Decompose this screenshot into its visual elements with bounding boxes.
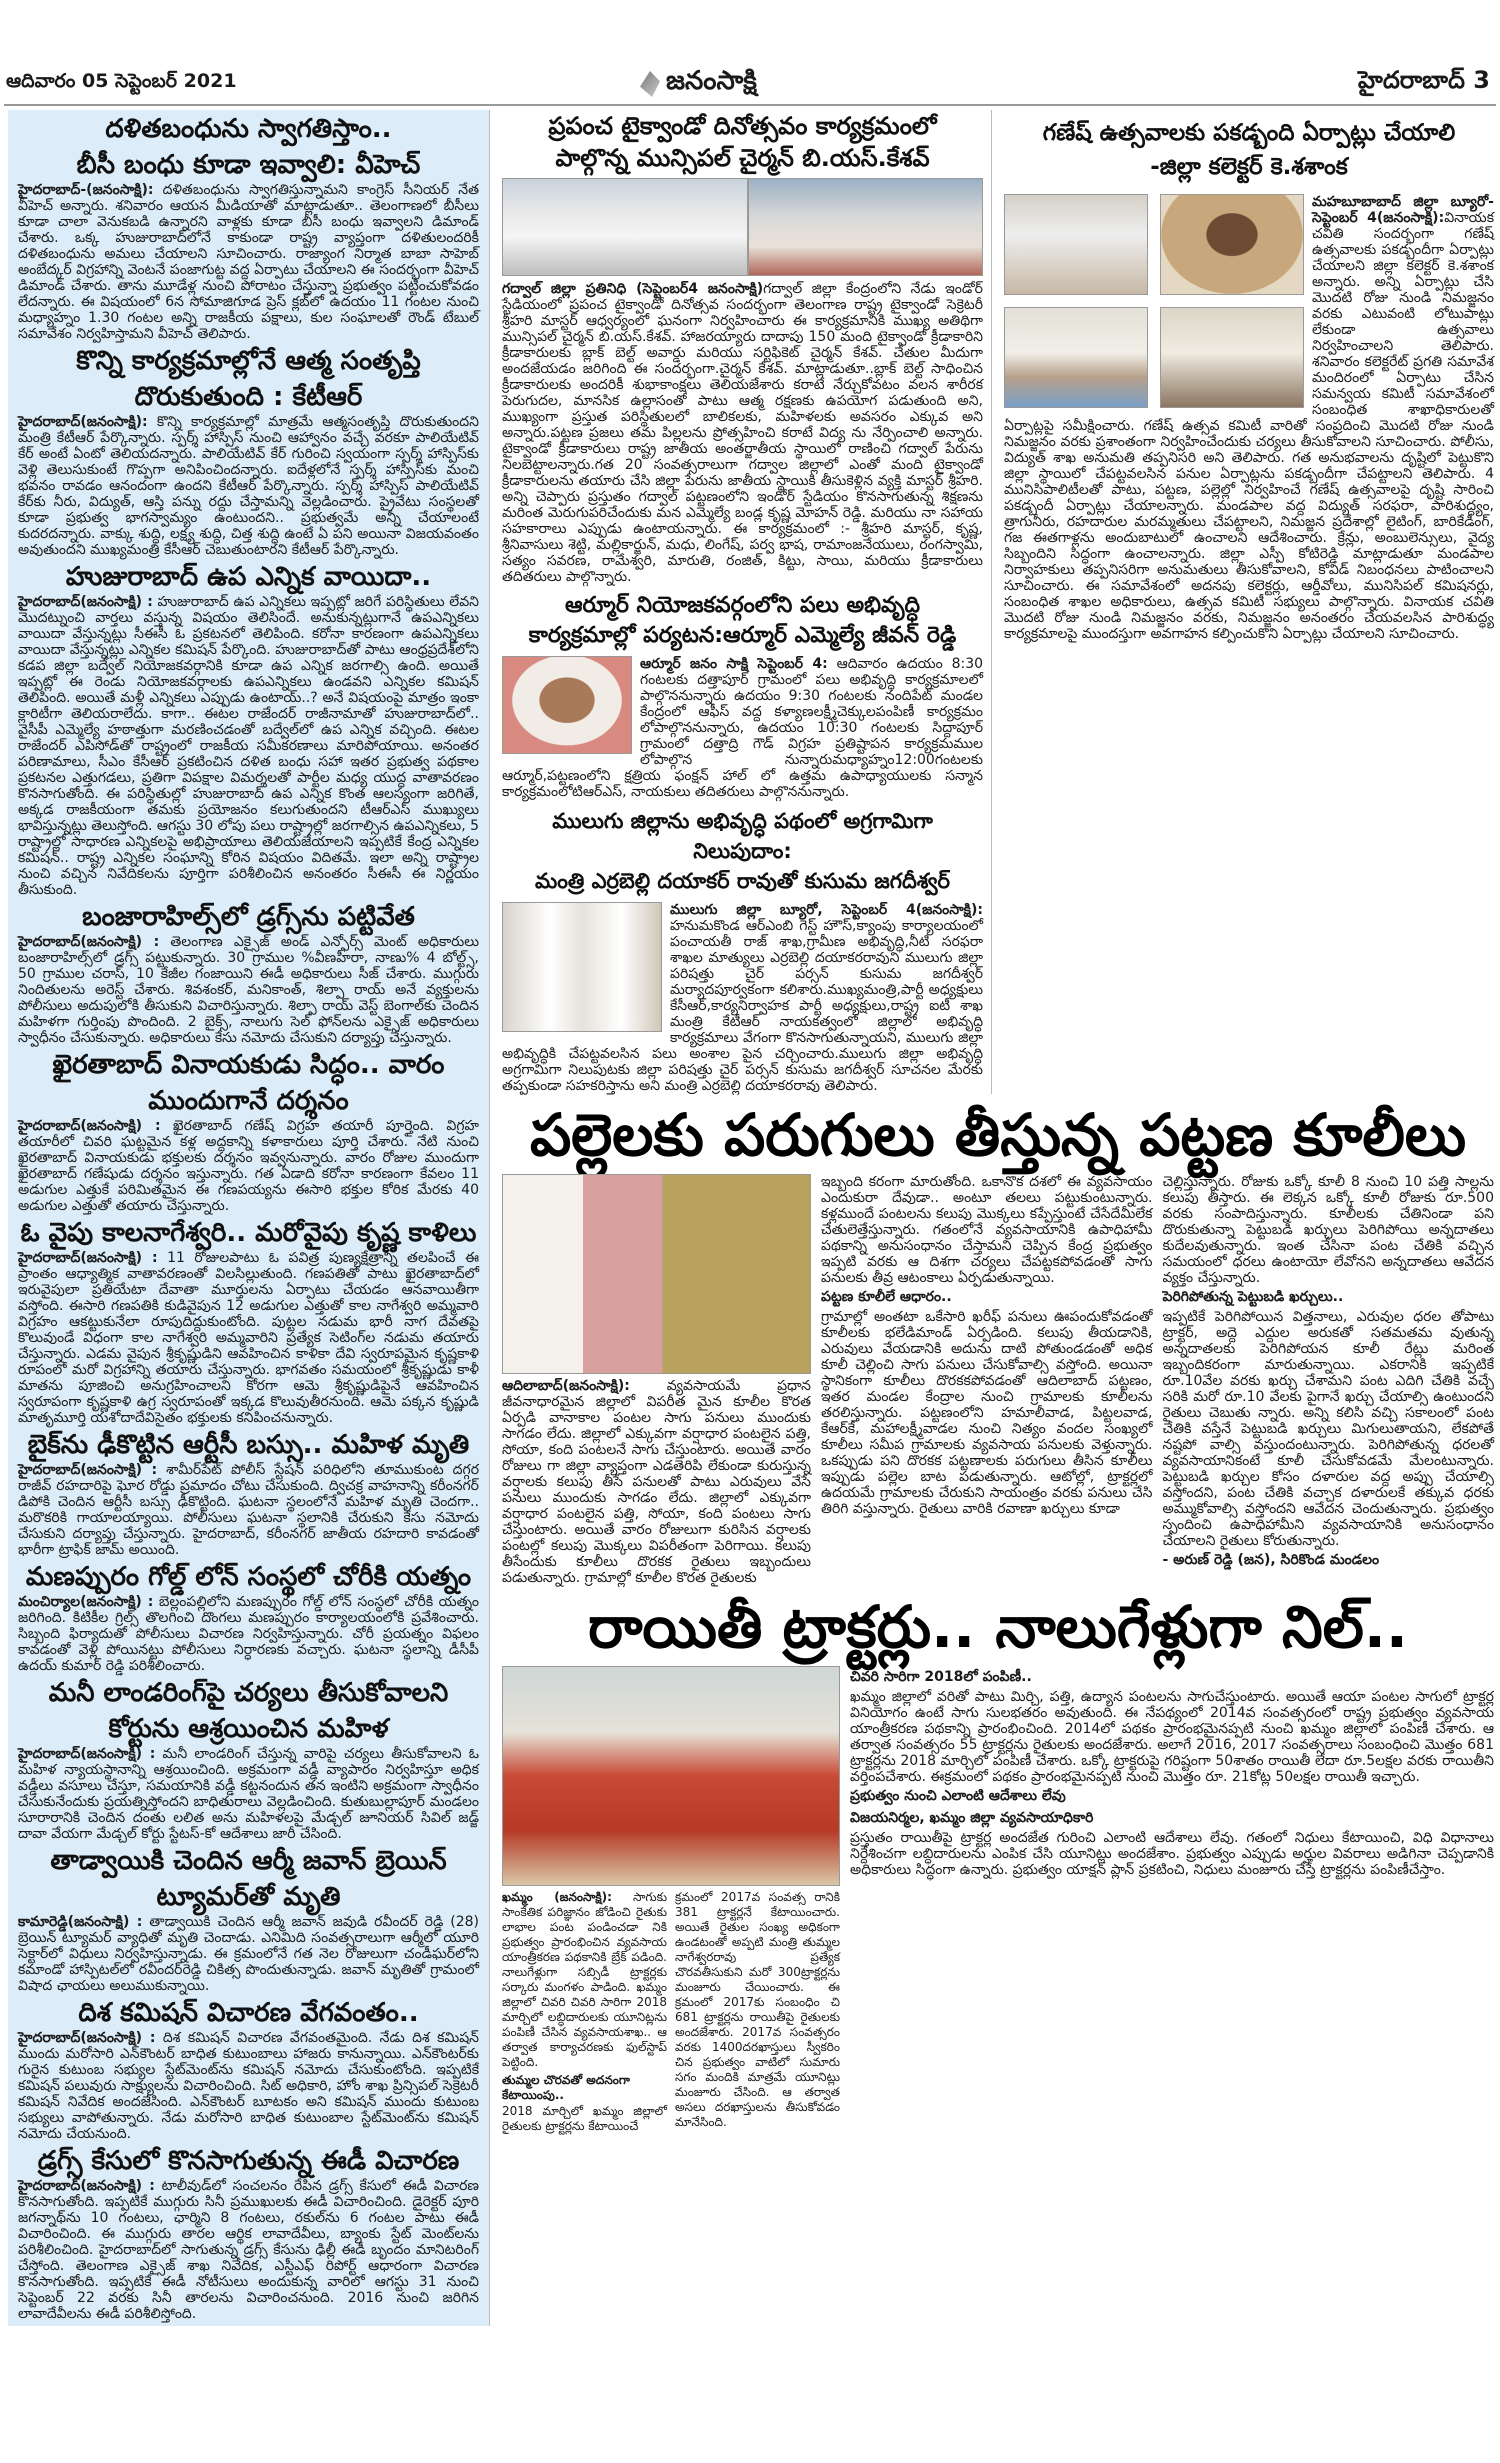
article-body (18, 2030, 479, 2142)
headline-line: దళితబంధును స్వాగతిస్తాం.. (105, 114, 392, 144)
article-body (18, 182, 479, 342)
body-text: తెలంగాణ ఎక్సైజ్ అండ్ ఎన్ఫోర్స్ మెంట్ అధికారులు బంజారాహిల్స్‌లో డ్రగ్స్ పట్టుకున్నారు. 30 గ్రాముల %వీణహీరా, నాణు% 4 బోల్ట్స్, 50 గ్రాముల చరాస్, 10 కేజీల గంజాయిని ఈడీ అధికారులు సీజ్ చేశారు. ముగ్గురు నిందితులను అరెస్ట్ చేశారు. శివశంకర్, మనికాంత్, శిల్పా రాయ్ అనే వ్యక్తులను పోలీసులు అదుపులోకి తీసుకుని విచారిస్తున్నారు. శిల్పా రాయ్ వెస్ట్ బెంగాల్‌కు చెందిన మహిళగా గుర్తింపు పొందింది. 2 బైక్స్, నాలుగు సెల్ ఫోన్‌లను ఎక్సైజ్ అధికారులు స్వాధీనం చేసుకున్నారు. అధికారులు కేసు నమోదు చేసుకుని దర్యాప్తు చేస్తున్నారు. (18, 934, 480, 1046)
body-text: మనీ లాండరింగ్ చేస్తున్న వారిపై చర్యలు తీసుకోవాలని ఓ మహిళ న్యాయస్థానాన్ని ఆశ్రయించింది. అక్రమంగా వడ్డీ వ్యాపారం నిర్వహిస్తూ అధిక వడ్డీలు వసూలు చేస్తూ, సమయానికి వడ్డీ కట్టనందున తన ఇంటిని అక్రమంగా స్వాధీనం చేసుకునేందుకు ప్రయత్నిస్తోందని బాధితురాలు వెల్లడించింది. కుతుబుల్లాపూర్ మండలం సూరారానికి చెందిన దంతు లలిత అను మహిళలపై మేడ్చల్ జూనియర్ సివిల్ జడ్జ్ దావా వేయగా మేడ్చల్ కోర్టు స్టేటస్-కో ఆదేశాలు జారీ చేసింది. (18, 1746, 479, 1842)
labour-feature-headline: పల్లెలకు పరుగులు తీస్తున్న పట్టణ కూలీలు (529, 1101, 1467, 1169)
headline-line: మనీ లాండరింగ్‌పై చర్యలు తీసుకోవాలని (48, 1678, 449, 1708)
page-number: 3 (1473, 66, 1490, 94)
news-article (18, 900, 479, 1046)
tractor-feature (502, 1666, 1494, 2134)
police-officer-photo (1160, 194, 1304, 295)
news-article (18, 1676, 479, 1842)
body-text: క్రమంలో 2017వ సంవత్స రానికి 381 ట్రాక్టర్లనే కేటాయించారు. అయితే రైతుల సంఖ్య అధికంగా ఉండటంతో అప్పటి మంత్రి తుమ్మల నాగేశ్వరరావు ప్రత్యేక చొరవతీసుకుని మరో 300ట్రాక్టర్లను మంజూరు చేయించారు. ఈ క్రమంలో 2017కు సంబంధిం చి 681 ట్రాక్టర్లను రాయితీపై రైతులకు అందజేశారు. 2017వ సంవత్సరం వరకు 1400దరఖాస్తులు స్వీకరిం చిన ప్రభుత్వం వాటిలో సుమారు సగం మందికి మాత్రమే యూనిట్లు మంజూరు చేసింది. ఆ తర్వాత అసలు దరఖాస్తులను తీసుకోవడం మానేసింది. (675, 1890, 840, 2129)
headline-line: బైక్‌ను ఢీకొట్టిన ఆర్టీసీ బస్సు.. మహిళ మృతి (27, 1430, 470, 1460)
article-body (18, 1250, 479, 1426)
headline-line: కార్యక్రమాల్లో పర్యటన:ఆర్మూర్ ఎమ్మెల్యే జీవన్ రెడ్డి (528, 623, 957, 648)
body-text: బెల్లంపల్లిలోని మణప్పురం గోల్డ్ లోన్ సంస్థలో చోరీకి యత్నం జరిగింది. కిటికీల గ్రిల్స్ తొలగించి దొంగలు మణప్పురం కార్యాలయంలోకి ప్రవేశించారు. సిబ్బంది ఫిర్యాదుతో పోలీసులు విచారణ నిర్వహిస్తున్నారు. చోరీ ప్రయత్నం విఫలం కావడంతో వెళ్లి పోయినట్టు పోలీసులు నిర్ధారణకు వచ్చారు. ఘటనా స్థలాన్ని డీసీపీ ఉదయ్ కుమార్ రెడ్డి పరిశీలించారు. (18, 1594, 479, 1674)
article-body (18, 2178, 479, 2322)
tractor-left (502, 1666, 840, 2134)
headline-line: కొన్ని కార్యక్రమాల్లోనే ఆత్మ సంతృప్తి (76, 346, 421, 376)
masthead (0, 0, 1500, 108)
dateline: హైదరాబాద్(జనంసాక్షి) : (18, 2178, 155, 2194)
news-article (18, 1216, 479, 1426)
dateline: గద్వాల్ జిల్లా ప్రతినిధి (సెప్టెంబర్4 జనంసాక్షి) (502, 281, 764, 297)
dateline: హైదరాబాద్(జనంసాక్షి) : (18, 1250, 158, 1266)
body-text: గద్వాల్ జిల్లా కేంద్రంలోని నేడు ఇండోర్ స్టేడియంలో ప్రపంచ టైక్వాండో దినోత్సవ సందర్భంగా తెలంగాణ రాష్ట్ర టైక్వాండో సెక్రెటరీ శ్రీహరి మాస్టర్ ఆధ్వర్యంలో ఘనంగా నిర్వహించారు ఈ కార్యక్రమానికి ముఖ్య అతిథిగా మున్సిపల్ చైర్మన్ బి.యస్.కేశవ్. హాజరయ్యారు దాదాపు 150 మంది టైక్వాండో క్రీడాకారిని క్రీడాకారులకు బ్లాక్ బెల్ట్ అవార్డు మరియు సర్టిఫికెట్ చైర్మన్ కేశవ్. చేతుల మీదుగా అందజేయడం జరిగింది ఈ సందర్భంగా.చైర్మన్ కేశవ్. మాట్లాడుతూ..బ్లాక్ బెల్ట్ సాధించిన క్రీడాకారులకు అందరికీ శుభాకాంక్షలు తెలియజేశారు కరాటే నేర్చుకోవటం వలన శారీరక పెరుగుదల, మానసిక ఉల్లాసంతో పాటు ఆత్మ రక్షణకు ఉపయోగ పడుతుంది అని, ముఖ్యంగా ప్రస్తుత పరిస్థితులలో బాలికలకు, మహిళలకు అవసరం ఎక్కువ అని అన్నారు.పట్టణ ప్రజలు తమ పిల్లలను ప్రోత్సహించి కరాటే విద్య ను నేర్పించాలి అన్నారు. టైక్వాండో క్రీడాకారులు రాష్ట్ర జాతీయ అంతర్జాతీయ స్థాయిలో రాణించి గద్వాల్ పేరును నిలబెట్టాలన్నారు.గత 20 సంవత్సరాలుగా గద్వాల జిల్లాలో ఎంతో మంది టైక్వాండో క్రీడాకారులను తయారు చేసి జిల్లా పేరును జాతీయ స్థాయికి తీసుకెళ్లిన వ్యక్తి మాస్టర్ శ్రీహరి. అన్ని చెప్పారు ప్రస్తుతం గద్వాల్ పట్టణంలోని ఇండోర్ స్టేడియం కొనసాగుతున్న శిక్షణను మరింత మెరుగుపరిచేందుకు మన ఎమ్మెల్యే బండ్ల కృష్ణ మోహన్ రెడ్డి. మరియు నా సహాయ సహకారాలు ఎప్పుడు ఉంటాయన్నారు. ఈ కార్యక్రమంలో :- శ్రీహరి మాస్టర్, కృష్ణ, శ్రీనివాసులు శెట్టి, మల్లికార్జున్, మధు, లింగేష్, పర్వ భాష, రామాంజనేయులు, రంగస్వామి, సత్యం సవరణ, రామేశ్వరి, మారుతి, రంజిత్, కిట్టు, సాయి, మరియు క్రీడాకారులు తదితరులు పాల్గొన్నారు. (502, 281, 983, 585)
body-text: ప్రస్తుతం రాయితీపై ట్రాక్టర్ల అందజేత గురించి ఎలాంటి ఆదేశాలు లేవు. గతంలో నిధులు కేటాయించి, విధి విధానాలు నిర్దేశించగా లబ్ధిదారులను ఎంపిక చేసి యూనిట్లు అందజేశాం. ప్రభుత్వం ఎప్పుడు అర్హుల వివరాలు అడిగినా చెప్పడానికి అధికారులు సిద్ధంగా ఉన్నారు. ప్రభుత్వం యాక్షన్ ప్లాన్ ప్రకటించి, నిధులు మంజూరు చేస్తే ట్రాక్టర్లను పంపిణీచేస్తాం. (850, 1830, 1494, 1878)
edition-page (1358, 66, 1490, 100)
body-text: హనుమకొండ ఆర్ఎంబి గెస్ట్ హౌస్,క్యాంపు కార్యాలయంలో పంచాయతీ రాజ్ శాఖ,గ్రామీణ అభివృద్ధి,నీటి సరఫరా శాఖల మాత్యులు ఎర్రబెల్లి దయాకరరావుని ములుగు జిల్లా పరిషత్తు చైర్ పర్సన్ కుసుమ జగదీశ్వర్ మర్యాదపూర్వకంగా కలిశారు.ముఖ్యమంత్రి,పార్టీ అధ్యక్షులు కేసీఆర్,కార్యనిర్వాహక పార్టీ అధ్యక్షులు,రాష్ట్ర ఐటీ శాఖ మంత్రి కేటీఆర్ నాయకత్వంలో జిల్లాలో అభివృద్ధి కార్యక్రమాలు వేగంగా కొనసాగుతున్నాయని, ములుగు జిల్లా అభివృద్ధికి చేపట్టవలసిన పలు అంశాల పైన చర్చించారు.ములుగు జిల్లా అభివృద్ధి అగ్రగామిగా నిలుపుటకు జిల్లా పరిషత్తు చైర్ పర్సన్ కుసుమ జగదీశ్వర్ సూచనల మేరకు తప్పకుండా సహకరిస్తాను అని మంత్రి ఎర్రబెల్లి దయాకరరావు తెలిపారు. (502, 918, 983, 1094)
headline-line: ప్రపంచ టైక్వాండో దినోత్సవం కార్యక్రమంలో (548, 112, 937, 140)
body-text: శామీర్‌పేట్ పోలీస్ స్టేషన్ పరిధిలోని తూముకుంట దగ్గర రాజీవ్ రహదారిపై ఘోర రోడ్డు ప్రమాదం చోటు చేసుకుంది. ద్విచక్ర వాహనాన్ని కరీంనగర్ డిపోకి చెందిన ఆర్టీసీ బస్సు ఢీకొట్టింది. ఘటనా స్థలంలోనే మహిళ మృతి చెందగా.. మరొకరికి గాయాలయ్యాయి. పోలీసులు ఘటనా స్థలానికి చేరుకుని కేసు నమోదు చేసుకుని దర్యాప్తు చేస్తున్నారు. హైదరాబాద్, కరీంనగర్ జాతీయ రహదారి కావడంతో భారీగా ట్రాఫిక్ జామ్ అయింది. (18, 1462, 480, 1558)
dateline: హైదరాబాద్(జనంసాక్షి) : (18, 1118, 161, 1134)
dateline: కామారెడ్డి(జనంసాక్షి) : (18, 1914, 143, 1930)
subheading: తుమ్మల చొరవతో అదనంగా కేటాయింపు.. (502, 2073, 630, 2102)
body-text: హుజురాబాద్ ఉప ఎన్నికలు ఇప్పట్లో జరిగే పరిస్థితులు లేవని మొదట్నుంచి వార్తలు వస్తున్న విషయం తెలిసిందే. అనుకున్నట్లుగానే ఉపఎన్నికలు వాయిదా వేస్తున్నట్లు సీఈసీ ఓ ప్రకటనలో తెలిపింది. కరోనా కారణంగా ఉపఎన్నికలు వాయిదా వేస్తున్నట్లు ఎన్నికల కమిషన్ పేర్కొంది. హుజురాబాద్‌తో పాటు ఆంధ్రప్రదేశ్‌లోని కడప జిల్లా బద్వేల్ నియోజకవర్గానికి కూడా ఉప ఎన్నిక జరగాల్సి ఉంది. అయితే ఇప్పట్లో ఈ రెండు నియోజకవర్గాలకు ఉపఎన్నికలు ఉండవని ఎన్నికల కమిషన్ తెలిపింది. అయితే మళ్లీ ఎన్నికలు ఎప్పుడు ఉంటాయ్..? అనే విషయంపై మాత్రం ఇంకా క్లారిటీగా తెలియరాలేదు. కాగా.. ఈటల రాజేందర్ రాజీనామాతో హుజురాబాద్‌లో.. వైసీపీ ఎమ్మెల్యే హఠాత్తుగా మరణించడంతో బద్వేల్‌లో ఉప ఎన్నిక వచ్చింది. ఈటల రాజేందర్ ఎపిసోడ్‌తో రాష్ట్రంలో రాజకీయ సమీకరణాలు మారిపోయాయి. అనంతర పరిణామాలు, సీఎం కేసీఆర్ ప్రకటించిన దళిత బంధు సహా ఇతర ప్రభుత్వ పథకాల ప్రకటనల ఎత్తుగడలు, ప్రతిగా విపక్షాల విమర్శలతో పార్టీల మధ్య యుద్ధ వాతావరణం కొనసాగుతోంది. ఈ పరిస్థితుల్లో హుజురాబాద్ ఉప ఎన్నిక కొంత ఆలస్యంగా జరిగితే, అక్కడ రాజకీయంగా తమకు ప్రయోజనం కలుగుతుందని టీఆర్ఎస్ ముఖ్యులు భావిస్తున్నట్లు తెలుస్తోంది. ఆగస్టు 30 లోపు పలు రాష్ట్రాల్లో జరగాల్సిన ఉపఎన్నికలు, 5 రాష్ట్రాల్లో సాధారణ ఎన్నికలపై అభిప్రాయాలు తెలియజేయాలని ఇప్పటికే కేంద్ర ఎన్నికల కమిషన్.. రాష్ట్ర ఎన్నికల సంఘాన్ని కోరిన విషయం విదితమే. ఇలా అన్ని రాష్ట్రాల నుంచి వచ్చిన నివేదికలను పూర్తిగా పరిశీలించిన అనంతరం సీఈసీ ఈ నిర్ణయం తీసుకుంది. (18, 594, 480, 898)
body-text: టాలీవుడ్‌లో సంచలనం రేపిన డ్రగ్స్ కేసులో ఈడీ విచారణ కొనసాగుతోంది. ఇప్పటికే ముగ్గురు సినీ ప్రముఖులకు ఈడీ విచారించింది. డైరెక్టర్ పూరి జగన్నాథ్‌ను 10 గంటలు, ఛార్మిని 8 గంటలు, రకుల్‌ను 6 గంటల పాటు ఈడీ విచారించింది. ఈ ముగ్గురు తారల ఆర్థిక లావాదేవీలు, బ్యాంకు స్టేట్ మెంట్‌లను పరిశీలించింది. హైదరాబాద్‌లో సాగుతున్న డ్రగ్స్ కేసును ఢిల్లీ ఈడీ బృందం మానిటరింగ్ చేస్తోంది. తెలంగాణ ఎక్సైజ్ శాఖ నివేదిక, ఎస్టీఎఫ్ రిపోర్ట్ ఆధారంగా విచారణ కొనసాగుతోంది. ఇప్పటికే ఈడీ నోటీసులు అందుకున్న వారిలో ఆగస్టు 31 నుంచి సెప్టెంబర్ 22 వరకు సినీ తారలను విచారించనుంది. 2016 నుంచి జరిగిన లావాదేవీలను ఈడీ పరిశీలిస్తోంది. (18, 2178, 479, 2322)
dateline: హైదరాబాద్(జనంసాక్షి) : (18, 594, 153, 610)
tractor-feature-headline: రాయితీ ట్రాక్టర్లు.. నాలుగేళ్లుగా నిల్.. (588, 1593, 1408, 1661)
dateline: హైదరాబాద్-(జనంసాక్షి): (18, 182, 154, 198)
headline-line: హుజురాబాద్ ఉప ఎన్నిక వాయిదా.. (65, 562, 432, 592)
article-body (18, 1118, 479, 1214)
headline-line: పాల్గొన్న మున్సిపల్ చైర్మన్ బి.యస్.కేశవ్ (555, 144, 930, 172)
headline-line: ముందుగానే దర్శనం (148, 1086, 349, 1116)
subheading: ప్రభుత్వం నుంచి ఎలాంటి ఆదేశాలు లేవు (850, 1788, 1066, 1804)
article-body (502, 281, 983, 585)
mla-jeevan-reddy-photo (502, 656, 632, 754)
headline-line: బంజారాహిల్స్‌లో డ్రగ్స్‌ను పట్టివేత (82, 902, 415, 932)
subheading: పట్టణ కూలీలే ఆధారం.. (821, 1289, 952, 1305)
dateline: హైదరాబాద్(జనంసాక్షి): (18, 414, 148, 430)
logo-leaf-icon (640, 71, 660, 97)
main-area (502, 110, 1494, 2326)
headline-line: కోర్టును ఆశ్రయించిన మహిళ (108, 1714, 389, 1744)
body-text: సాగుకు సాంకేతిక పరిజ్ఞానం జోడించి రైతుకు లాభాల పంట పండించడా నికి ప్రభుత్వం ప్రారంభించిన వ్యవసాయ యాంత్రీకరణ పథకానికి బ్రేక్ పడింది. నాలుగేళ్లుగా సబ్సిడీ ట్రాక్టర్లకు సర్కారు మంగళం పాడింది. ఖమ్మం జిల్లాలో చివరి చివరి సారిగా 2018 మార్చిలో లబ్ధిదారులకు యూనిట్లను పంపిణీ చేసిన వ్యవసాయశాఖ.. ఆ తర్వాత కార్యాచరణకు ఫుల్‌స్టాప్ పెట్టింది. (502, 1890, 667, 2069)
headline-line: మణప్పురం గోల్డ్ లోన్ సంస్థలో చోరీకి యత్నం (25, 1562, 472, 1592)
article-body (18, 1594, 479, 1674)
news-article (18, 344, 479, 558)
article-body (18, 934, 479, 1046)
taekwondo-article (502, 110, 983, 585)
newspaper-logo (640, 66, 757, 102)
body-text: ఇప్పటికే పెరిగిపోయిన విత్తనాలు, ఎరువుల ధరల తోపాటు ట్రాక్టర్, అద్దె ఎద్దుల అరుకతో సతమతమ వుతున్న అన్నదాతలకు పెరిగిపోయన కూలీ రేట్లు మరింత ఇబ్బందికరంగా మారుతున్నాయి. ఎకరానికి ఇప్పటికే రూ.10వేల వరకు ఖర్చు చేశామని పంట ఎదిగి చేతికి వచ్చే సరికి మరో రూ.10 వేలకు పైగానే ఖర్చు చేయాల్సి ఉంటుందని రైతులు చెబుతు న్నారు. అన్ని కలిసి వచ్చి సకాలంలో పంట చేతికి వస్తేనే పెట్టుబడి ఖర్చులు మిగులుతాయని, లేకపోతే నష్టపో వాల్సి వస్తుందంటున్నారు. పెరిగిపోతున్న ధరలతో వ్యవసాయానికంటే కూలీ చేసుకోవడమే మేలంటున్నారు. పెట్టుబడి ఖర్చుల కోసం దళారుల వద్ద అప్పు చేయాల్సి వస్తోందని, పంట చేతికి వచ్చాక దళారులకే తక్కువ ధరకు అమ్ముకోవాల్సి వస్తోందని ఆవేదన చెందుతున్నారు. ప్రభుత్వం స్పందించి ఉపాధిహామీని వ్యవసాయానికి అనుసంధానం చేయాలని రైతులు కోరుతున్నారు. (1162, 1309, 1494, 1549)
taekwondo-students-photo (502, 178, 748, 276)
headline-line: బీసీ బంధు కూడా ఇవ్వాలి: వీహెచ్ (76, 150, 421, 180)
labour-col-3 (1163, 1174, 1495, 1586)
dateline: మహబూబాబాద్ జిల్లా బ్యూరో-సెప్టెంబర్ 4(జనంసాక్షి): (1312, 194, 1494, 226)
news-article (18, 1560, 479, 1674)
headline-line: ట్యూమర్‌తో మృతి (156, 1882, 341, 1912)
headline-line: దొరుకుతుంది : కేటీఆర్ (134, 382, 363, 412)
meeting-hall-photo (1004, 307, 1148, 408)
news-article (18, 112, 479, 342)
headline-line: మంత్రి ఎర్రబెల్లి దయాకర్ రావుతో కుసుమ జగదీశ్వర్ (535, 869, 950, 893)
armoor-article (502, 591, 983, 800)
masthead-rule (4, 104, 1496, 106)
left-news-column (8, 110, 490, 2326)
labour-col-2 (821, 1174, 1153, 1586)
headline-line: దిశ కమిషన్ విచారణ వేగవంతం.. (78, 1998, 419, 2028)
right-column (1004, 110, 1494, 1094)
black-belt-ceremony-photo (748, 178, 983, 276)
body-text: ఖైరతాబాద్ గణేష్ విగ్రహ తయారీ పూర్తైంది. విగ్రహ తయారీలో చివరి ఘట్టమైన కళ్ల అద్దకాన్ని కళాకారులు పూర్తి చేశారు. నేటి నుంచి ఖైరతాబాద్ వినాయకుడు భక్తులకు దర్శనం ఇవ్వనున్నారు. వారం రోజుల ముందుగా ఖైరతాబాద్ గణేషుడు దర్శనం ఇస్తున్నారు. గత ఏడాది కరోనా కారణంగా కేవలం 11 అడుగుల ఎత్తుకే పరిమితమైన ఈ గణపయ్యను ఈసారి భక్తుల కోరిక మేరకు 40 అడుగుల ఎత్తుతో తయారు చేస్తున్నారు. (18, 1118, 480, 1214)
body-text: 11 రోజులపాటు ఓ పవిత్ర పుణ్యక్షేత్రాన్ని తలపించే ఈ ప్రాంతం ఆధ్యాత్మిక వాతావరణంతో విలసిల్లుతుంది. గణపతితో పాటు ఖైరతాబాద్‌లో ఇరువైపులా ప్రతియేటా దేవాతా మూర్తులను ఏర్పాటు చేయడం ఆనవాయితీగా వస్తోంది. ఈసారి గణపతికి కుడివైపున 12 అడుగుల ఎత్తుతో కాల నాగేశ్వరి అమ్మవారి విగ్రహం ఆకట్టుకునేలా రూపుదిద్దుకుంటోంది. పుట్టల నడుమ భారీ నాగ దేవతపై కొలువుండే విధంగా కాల నాగేశ్వరి అమ్మవారిని ప్రత్యేక సెటింగ్‌ల నడుమ తయారు చేస్తున్నారు. ఎడమ వైపున శ్రీకృష్ణుడిని ఆవహించిన కాళికా దేవి స్వరూపమైన కృష్ణకాళి రూపంలో మరో విగ్రహాన్ని తయారు చేస్తున్నారు. భాగవతం సమయంలో శ్రీకృష్ణుడు కాళీ మాతను పూజించి అనుగ్రహించాలని కోరగా ఆమె శ్రీకృష్ణుడిపైనే ఆవహించిన స్వరూపంగా కృష్ణకాళి ఉగ్ర స్వరూపంతో ఇక్కడ కొలువుతీరనుంది. ఆమె పక్కన కృష్ణుడి మాతృమూర్తి యశోదాదేవిసైతం భక్తులకు కనిపించనున్నారు. (18, 1250, 479, 1426)
issue-date: ఆదివారం 05 సెప్టెంబర్ 2021 (6, 70, 237, 92)
body-text: చెల్లిస్తున్నారు. రోజుకు ఒక్కో కూలీ 8 నుంచి 10 పత్తి సాల్లను కలుపు తీస్తారు. ఈ లెక్కన ఒక్కో కూలీ రోజుకు రూ.500 వరకు సంపాదిస్తున్నారు. కూలీలకు చేతినిండా పని దొరుకుతున్నా పెట్టుబడి ఖర్చులు పెరిగిపోయి అన్నదాతలు కుదేలవుతున్నారు. ఇంత చేసినా పంట చేతికి వచ్చిన సమయంలో ధరలు ఉంటాయో లేవోనని అన్నదాతలు ఆవేదన వ్యక్తం చేస్తున్నారు. (1162, 1174, 1494, 1286)
byline: - అరుణ్ రెడ్డి (జన), సిరికొండ మండలం (1162, 1552, 1380, 1568)
dateline: హైదరాబాద్(జనంసాక్షి) : (18, 2030, 156, 2046)
dateline: మంచిర్యాల(జనంసాక్షి) : (18, 1594, 154, 1610)
news-article (18, 2144, 479, 2322)
headline-line: డ్రగ్స్ కేసులో కొనసాగుతున్న ఈడీ విచారణ (37, 2146, 460, 2176)
body-text: కొన్ని కార్యక్రమాల్లో మాత్రమే ఆత్మసంతృప్తి దొరుకుతుందని మంత్రి కేటీఆర్ పేర్కొన్నారు. స్పర్శ్ హాస్పిస్ నుంచి ఆహ్వానం వచ్చే వరకూ పాలియేటివ్ కేర్ అంటే ఏంటో తెలియదన్నారు. పాలియేటివ్ కేర్ గురించి స్వయంగా స్పర్శ్ హాస్పిస్‌కు వెళ్లి తెలుసుకుంటే గొప్పగా అనిపించిందన్నారు. ఐదేళ్లలోనే స్పర్శ్ హాస్పిస్‌కు మంచి భవనం రావడం ఆనందంగా ఉందని కేటీఆర్ పేర్కొన్నారు. స్పర్శ్ హాస్పిస్ పాలియేటివ్ కేర్‌కు నీరు, విద్యుత్, ఆస్తి పన్ను రద్దు చేస్తామన్ని వెల్లడించారు. ప్రైవేటు సంస్థలతో కూడా ప్రభుత్వ భాగస్వామ్యం ఉంటుందని.. ప్రభుత్వమే అన్నీ చేయాలంటే కుదరదన్నారు. వాక్కు శుద్ధి, లక్ష్య శుద్ధి, చిత్త శుద్ధి ఉంటే ఏ పని అయినా విజయవంతం అవుతుందని ముఖ్యమంత్రి కేసీఆర్ చెబుతుంటారని కేటీఆర్ పేర్కొన్నారు. (18, 414, 479, 558)
headline-line: -జిల్లా కలెక్టర్ కె.శశాంక (1150, 154, 1348, 180)
headline-line: ఓ వైపు కాలనాగేశ్వరి.. మరోవైపు కృష్ణ కాళిలు (20, 1218, 477, 1248)
article-body (18, 594, 479, 898)
body-text: ఖమ్మం జిల్లాలో వరితో పాటు మిర్చి, పత్తి, ఉద్యాన పంటలను సాగుచేస్తుంటారు. అయితే ఆయా పంటల సాగులో ట్రాక్టర్ల వినియోగం ఉంటే సాగు సులభతరం అవుతుంది. ఈ నేపథ్యంలో 2014వ సంవత్సరంలో రాష్ట్ర ప్రభుత్వం వ్యవసాయ యాంత్రీకరణ పథకాన్ని ప్రారంభించింది. 2014లో పథకం ప్రారంభమైనప్పటి నుంచి ఖమ్మం జిల్లాలో పంపిణీ చేశారు. ఆ తర్వాత సంవత్సరం 55 ట్రాక్టర్లను రైతులకు అందజేశారు. అలాగే 2016, 2017 సంవత్సరాలు సంబంధించి మొత్తం 681 ట్రాక్టర్లను 2018 మార్చిలో పంపిణీ చేశారు. ఒక్కో ట్రాక్టరుపై గరిష్టంగా 50శాతం రాయితీ లేదా రూ.5లక్షల వరకు రాయితీని వర్తింపచేశారు. ఈక్రమంలో పథకం ప్రారంభమైనప్పటి నుంచి మొత్తం రూ. 21కోట్ల 50లక్షల రాయితీ ఇచ్చారు. (850, 1689, 1494, 1785)
body-text: వ్యవసాయమే ప్రధాన జీవనాధారమైన జిల్లాలో విపరీత మైన కూలీల కొరత ఏర్పడి వానాకాల పంటల సాగు పనులు ముందుకు సాగడం లేదు. జిల్లాలో ఎక్కువగా వర్షాధార పంటలైన పత్తి, సోయా, కంది పంటలనే సాగు చేస్తుంటారు. అయితే వారం రోజులు గా జిల్లా వ్యాప్తంగా ఎడతెరిపి లేకుండా కురుస్తున్న వర్షాలకు కలుపు తీసే పనులతో పాటు ఎరువులు వేసే పనులు ముందుకు సాగడం లేదు. జిల్లాలో ఎక్కువగా వర్షాధార పంటలైన పత్తి, సోయా, కంది పంటలు సాగు చేస్తుంటారు. అయితే వారం రోజులుగా కురిసిన వర్షాలకు పంటల్లో కలుపు మొక్కలు విపరీతంగా పెరిగాయి. కలుపు తీసేందుకు కూలీలు దొరకక రైతులు ఇబ్బందులు పడుతున్నారు. గ్రామాల్లో కూలీల కొరత రైతులకు (502, 1378, 812, 1586)
dateline: ఖమ్మం (జనంసాక్షి): (502, 1890, 612, 1904)
collector-photo (1004, 194, 1148, 295)
body-text: వినాయక చవితి సందర్భంగా గణేష్ ఉత్సవాలకు పకడ్బందీగా ఏర్పాట్లు చేయాలని జిల్లా కలెక్టర్ కె.శశాంక అన్నారు. అన్ని ఏర్పాట్లు చేసి మొదటి రోజు నుండి నిమజ్జనం వరకు ఎటువంటి లోటుపాట్లు లేకుండా ఉత్సవాలు నిర్వహించాలని తెలిపారు. శనివారం కలెక్టరేట్ ప్రగతి సమావేశ మందిరంలో ఏర్పాటు చేసిన సమన్వయ కమిటీ సమావేశంలో సంబంధిత శాఖాధికారులతో ఏర్పాట్లపై సమీక్షించారు. గణేష్ ఉత్సవ కమిటీ వారితో సంప్రదించి మొదటి రోజు నుండి నిమజ్జనం వరకు ప్రశాంతంగా నిర్వహించేందుకు చర్యలు తీసుకోవాలని సూచించారు. పోలీసు, విద్యుత్ శాఖ అనుమతి తప్పనిసరి అని తెలిపారు. గత అనుభవాలను దృష్టిలో పెట్టుకొని జిల్లా స్థాయిలో చేపట్టవలసిన పనుల ఏర్పాట్లను పకడ్బందీగా చేపట్టాలని తెలిపారు. 4 మునిసిపాలిటీలతో పాటు, పట్టణ, పల్లెల్లో నిర్వహించే గణేష్ ఉత్సవాలపై దృష్టి సారించి పకడ్బందీ ఏర్పాట్లు చేయాలన్నారు. మండపాల వద్ద విద్యుత్ సరఫరా, పారిశుద్ధ్యం, త్రాగునీరు, రహదారుల మరమ్మతులు చేపట్టాలని, నిమజ్జన ప్రదేశాల్లో లైటింగ్, బారికేడింగ్, గజ ఈతగాళ్లను అందుబాటులో ఉంచాలని ఆదేశించారు. క్రేన్లు, అంబులెన్సులు, వైద్య సిబ్బందిని సిద్ధంగా ఉంచాలన్నారు. జిల్లా ఎస్పీ కోటిరెడ్డి మాట్లాడుతూ మండపాల నిర్వాహకులు తప్పనిసరిగా అనుమతులు తీసుకోవాలని, కోవిడ్ నిబంధనలు పాటించాలని సూచించారు. ఈ సమావేశంలో అదనపు కలెక్టర్లు, ఆర్డీవోలు, మునిసిపల్ కమిషనర్లు, సంబంధిత శాఖల అధికారులు, ఉత్సవ కమిటీ సభ్యులు పాల్గొన్నారు. వినాయక చవితి మొదటి రోజు నుండి నిమజ్జనం వరకు, నిమజ్జనం అనంతరం చేయవలసిన పారిశుద్ధ్య కార్యక్రమాలపై ముందస్తుగా అవగాహన కల్పించుకొని ఏర్పాట్లు చేయాలని సూచించారు. (1004, 210, 1494, 642)
dateline: హైదరాబాద్(జనంసాక్షి) : (18, 934, 160, 950)
middle-column (502, 110, 992, 1094)
tractor-col-1 (502, 1890, 667, 2134)
subheading: విజయనిర్మల, ఖమ్మం జిల్లా వ్యవసాయాధికారి (850, 1810, 1094, 1826)
dateline: ఆర్మూర్ జనం సాక్షి సెప్టెంబర్ 4: (640, 656, 828, 672)
edition-name: హైదరాబాద్ (1358, 66, 1465, 94)
subheading: పెరిగిపోతున్న పెట్టుబడి ఖర్చులు.. (1162, 1289, 1344, 1305)
article-body (18, 1746, 479, 1842)
news-article (18, 1048, 479, 1214)
meeting-photos (1004, 194, 1304, 408)
labour-feature (502, 1174, 1494, 1586)
tractor-col-2 (675, 1890, 840, 2134)
headline-line: ఖైరతాబాద్ వినాయకుడు సిద్ధం.. వారం (52, 1050, 445, 1080)
news-article (18, 1996, 479, 2142)
body-text: ఆదివారం ఉదయం 8:30 గంటలకు దత్తాపూర్ గ్రామంలో పలు అభివృద్ధి కార్యక్రమాలలో పాల్గొననున్నారు ఉదయం 9:30 గంటలకు నందిపేట్ మండల కేంద్రంలో ఆఫీస్ వద్ద కళ్యాణలక్ష్మీచెక్కులపంపిణీ కార్యక్రమం లోపాల్గొననున్నారు, ఉదయం 10:30 గంటలకు సిద్దాపూర్ గ్రామంలో దత్తాద్రి గౌడ్ విగ్రహ ప్రతిష్టాపన కార్యక్రమముల లోపాల్గొన నున్నారుమధ్యాహ్నం12:00గంటలకు ఆర్మూర్,పట్టణంలోని క్షత్రియ ఫంక్షన్ హాల్ లో ఉత్తమ ఉపాధ్యాయులకు సన్మాన కార్యక్రమంలోటిఆర్ఎస్, నాయకులు తదితరులు పాల్గొననున్నారు. (502, 656, 984, 800)
officials-table-photo (1160, 307, 1304, 408)
article-body (18, 1914, 479, 1994)
news-article (18, 560, 479, 898)
headline-line: తాడ్వాయికి చెందిన ఆర్మీ జవాన్ బ్రెయిన్ (50, 1846, 447, 1876)
minister-meeting-photo (502, 902, 662, 1032)
body-text: 2018 మార్చిలో ఖమ్మం జిల్లాలో రైతులకు ట్రాక్టర్లను కేటాయించే (502, 2104, 667, 2133)
headline-line: ములుగు జిల్లాను అభివృద్ధి పథంలో అగ్రగామిగా నిలుపుదాం: (552, 809, 933, 863)
subheading: చివరి సారిగా 2018లో పంపిణీ.. (850, 1669, 1032, 1685)
news-article (18, 1428, 479, 1558)
dateline: ఆదిలాబాద్(జనంసాక్షి): (502, 1378, 630, 1394)
body-text: దళితబంధును స్వాగతిస్తున్నామని కాంగ్రెస్ సీనియర్ నేత వీహెచ్ అన్నారు. శనివారం ఆయన మీడియాతో మాట్లాడుతూ.. తెలంగాణలో బీసీలు కూడా చాలా వెనుకబడి ఉన్నారని వాళ్లకు కూడా బీసీ బంధు ఇవ్వాలని డిమాండ్ చేశారు. ఒక్క హుజురాబాద్‌లోనే కాకుండా రాష్ట్ర వ్యాప్తంగా దళితులందరికీ దళితబంధును అమలు చేయాలని సూచించారు. రాజ్యాంగ నిర్మాత బాబా సాహెబ్ అంబేద్కర్ విగ్రహాన్ని వెంటనే పంజాగుట్ట వద్ద ఏర్పాటు చేయాలని ఈ సందర్భంగా వీహెచ్ డిమాండ్ చేశారు. తాను మూడేళ్ల నుంచి పోరాటం చేస్తున్నా ప్రభుత్వం పట్టించుకోవడం లేదన్నారు. ఈ విషయంలో 6న సోమాజిగూడ ప్రెస్ క్లబ్‌లో ఉదయం 11 గంటల నుంచి మధ్యాహ్నం 1.30 గంటల అన్ని రాజకీయ పక్షాలు, కుల సంఘాలతో రౌండ్ టేబుల్ సమావేశం నిర్వహిస్తామని వీహెచ్ తెలిపారు. (18, 182, 479, 342)
dateline: హైదరాబాద్(జనంసాక్షి) : (18, 1746, 156, 1762)
page-body (0, 108, 1500, 2326)
dateline: ములుగు జిల్లా బ్యూరో, సెప్టెంబర్ 4(జనంసాక్షి): (670, 902, 983, 918)
news-article (18, 1844, 479, 1994)
body-text: దిశ కమిషన్ విచారణ వేగవంతమైంది. నేడు దిశ కమిషన్ ముందు మరోసారి ఎన్‌కౌంటర్ బాధిత కుటుంబాలు హాజరు కానున్నాయి. ఎన్‌కౌంటర్‌కు గురైన కుటుంబ సభ్యుల స్టేట్‌మెంట్‌ను కమిషన్ నమోదు చేసుకుంటోంది. ఇప్పటికే కమిషన్ పలువురు సాక్ష్యులను విచారించింది. సిట్ అధికారి, హోం శాఖ ప్రిన్సిపల్ సెక్రెటరీ కమిషన్ నివేదిక అందజేసింది. ఎన్‌కౌంటర్ బూటకం అని కమిషన్ ముందు కుటుంబ సభ్యులు వాపోతున్నారు. నేడు మరోసారి బాధిత కుటుంబాల స్టేట్‌మెంట్‌ను కమిషన్ నమోదు చేయనుంది. (18, 2030, 480, 2142)
logo-text: జనంసాక్షి (666, 66, 757, 96)
labour-col-1 (502, 1174, 811, 1586)
dateline: హైదరాబాద్(జనంసాక్షి) : (18, 1462, 158, 1478)
article-body (18, 1462, 479, 1558)
headline-line: ఆర్మూర్ నియోజకవర్గంలోని పలు అభివృద్ధి (564, 593, 921, 618)
tractors-photo (502, 1666, 840, 1886)
farmer-cartoon-photo (502, 1174, 811, 1374)
tractor-col-right (850, 1666, 1494, 2134)
body-text: ఇబ్బంది కరంగా మారుతోంది. ఒకానొక దశలో ఈ వ్యవసాయం ఎందుకురా దేవుడా.. అంటూ తలలు పట్టుకుంటున్నారు. కళ్లముందే పంటలను కలుపు మొక్కలు కప్పేస్తుంటే చేసేదేమీలేక చేతులెత్తేస్తున్నారు. గతంలోనే వ్యవసాయానికి ఉపాధిహామీ పథకాన్ని అనుసంధానం చేస్తామని చెప్పిన కేంద్ర ప్రభుత్వం ఇప్పటి వరకు ఆ దిశగా చర్యలు చేపట్టకపోవడంతో సాగు పనులకు తీవ్ర ఆటంకాలు ఏర్పడుతున్నాయి. (821, 1174, 1153, 1286)
mulugu-article (502, 800, 983, 1094)
body-text: తాడ్వాయికి చెందిన ఆర్మీ జవాన్ జవుడి రవీందర్ రెడ్డి (28) బ్రెయిన్ ట్యూమర్ వ్యాధితో మృతి చెందాడు. ఎనిమిది సంవత్సరాలుగా ఆర్మీలో యూరి సెక్టార్‌లో విధులు నిర్వహిస్తున్నాడు. ఈ క్రమంలోనే గత నెల రోజులుగా చండీఘర్‌లోని కమాండో హాస్పిటల్‌లో రవీందర్‌రెడ్డి చికిత్స పొందుతున్నాడు. జవాన్ మృతితో గ్రామంలో విషాద ఛాయలు అలుముకున్నాయి. (18, 1914, 479, 1994)
body-text: గ్రామాల్లో అంతటా ఒకేసారి ఖరీఫ్ పనులు ఊపందుకోవడంతో కూలీలకు భలేడిమాండ్ ఏర్పడింది. కలుపు తీయడానికి, ఎరువులు వేయడానికి అదును దాటి పోతుండడంతో అధిక కూలీ చెల్లించి సాగు పనులు చేసుకోవాల్సి వస్తోంది. అయినా స్థానికంగా కూలీలు దొరకకపోవడంతో ఆదిలాబాద్ పట్టణం, ఇతర మండల కేంద్రాల నుంచి గ్రామాలకు కూలీలను తరలిస్తున్నారు. పట్టణంలోని హమాలీవాడ, పిట్టలవాడ, కేఆర్‌కే, మహాలక్ష్మీవాడల నుంచి నిత్యం వందల సంఖ్యలో కూలీలు సమీప గ్రామాలకు వ్యవసాయ పనులకు వెళ్తున్నారు. ఒకప్పుడు పని దొరకక పట్టణాలకు పరుగులు తీసిన కూలీలు ఇప్పుడు పల్లెల బాట పడుతున్నారు. ఆటోల్లో, ట్రాక్టర్లలో ఉదయమే గ్రామాలకు చేరుకుని సాయంత్రం వరకు పనులు చేసి తిరిగి వస్తున్నారు. రైతులు వారికి రవాణా ఖర్చులు కూడా (821, 1309, 1153, 1517)
headline-line: గణేష్ ఉత్సవాలకు పకడ్బంది ఏర్పాట్లు చేయాలి (1042, 120, 1456, 146)
article-body (18, 414, 479, 558)
